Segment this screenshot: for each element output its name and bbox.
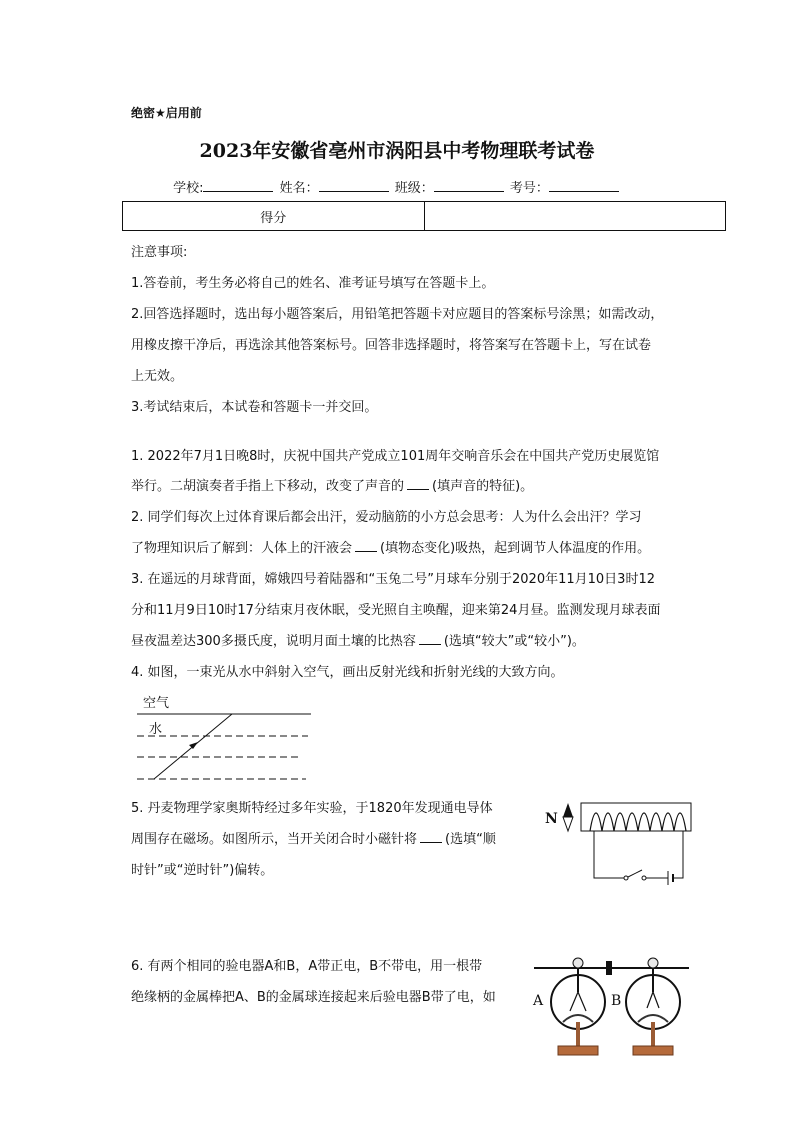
q3-text-a: 昼夜温差达300多摄氏度，说明月面土壤的比热容 — [131, 634, 416, 649]
electroscope-b-ball — [648, 958, 658, 968]
exam-number-label: 考号： — [509, 181, 549, 196]
q3-line2: 分和11月9日10时17分结束月夜休眠，受光照自主唤醒，迎来第24月昼。监测发现月球表面 — [131, 603, 661, 618]
school-label: 学校: — [173, 181, 204, 196]
notice-heading: 注意事项: — [131, 245, 188, 260]
q5-line3: 时针”或“逆时针”)偏转。 — [131, 863, 274, 878]
electroscope-a-label: A — [533, 993, 544, 1009]
q6-line2: 绝缘柄的金属棒把A、B的金属球连接起来后验电器B带了电，如 — [131, 990, 496, 1005]
insulating-handle — [606, 961, 612, 975]
notice-item: 用橡皮擦干净后，再选涂其他答案标号。回答非选择题时，将答案写在答题卡上，写在试卷 — [131, 338, 652, 353]
electroscope-a-base — [558, 1046, 598, 1055]
confidential-mark: 绝密★启用前 — [131, 106, 202, 120]
electroscope-b-label: B — [611, 993, 622, 1009]
notice-item: 上无效。 — [131, 369, 184, 384]
q2-text-a: 了物理知识后了解到：人体上的汗液会 — [131, 541, 353, 556]
q2-line1: 2. 同学们每次上过体育课后都会出汗，爱动脑筋的小方总会思考：人为什么会出汗？学习 — [131, 510, 642, 525]
notice-item: 2.回答选择题时，选出每小题答案后，用铅笔把答题卡对应题目的答案标号涂黑；如需改动， — [131, 307, 664, 322]
q4-line1: 4. 如图，一束光从水中斜射入空气，画出反射光线和折射光线的大致方向。 — [131, 665, 564, 680]
air-label: 空气 — [143, 696, 170, 711]
notice-item: 3.考试结束后，本试卷和答题卡一并交回。 — [131, 400, 378, 415]
water-label: 水 — [149, 722, 163, 737]
electroscope-a-ball — [573, 958, 583, 968]
q1-line1: 1. 2022年7月1日晚8时，庆祝中国共产党成立101周年交响音乐会在中国共产党历史展览馆 — [131, 449, 660, 464]
q5-text-a: 周围存在磁场。如图所示，当开关闭合时小磁针将 — [131, 832, 418, 847]
q1-text-b: (填声音的特征)。 — [432, 479, 534, 494]
q2-text-b: (填物态变化)吸热，起到调节人体温度的作用。 — [380, 541, 651, 556]
class-label: 班级： — [394, 181, 434, 196]
needle-n-label: N — [545, 811, 558, 827]
score-label: 得分 — [123, 202, 425, 230]
q5-line1: 5. 丹麦物理学家奥斯特经过多年实验，于1820年发现通电导体 — [131, 801, 493, 816]
name-label: 姓名： — [279, 181, 319, 196]
notice-item: 1.答卷前，考生务必将自己的姓名、准考证号填写在答题卡上。 — [131, 276, 495, 291]
q3-text-b: (选填“较大”或“较小”)。 — [443, 634, 585, 649]
electroscope-b-base — [633, 1046, 673, 1055]
electroscope-b-post — [651, 1022, 655, 1048]
q6-line1: 6. 有两个相同的验电器A和B，A带正电，B不带电，用一根带 — [131, 959, 483, 974]
q3-line1: 3. 在遥远的月球背面，嫦娥四号着陆器和“玉兔二号”月球车分别于2020年11月10日3时12 — [131, 572, 655, 587]
q1-text-a: 举行。二胡演奏者手指上下移动，改变了声音的 — [131, 479, 405, 494]
page-title: 2023年安徽省亳州市涡阳县中考物理联考试卷 — [199, 140, 595, 162]
electroscope-a-post — [576, 1022, 580, 1048]
q5-text-b: (选填“顺 — [445, 832, 496, 847]
